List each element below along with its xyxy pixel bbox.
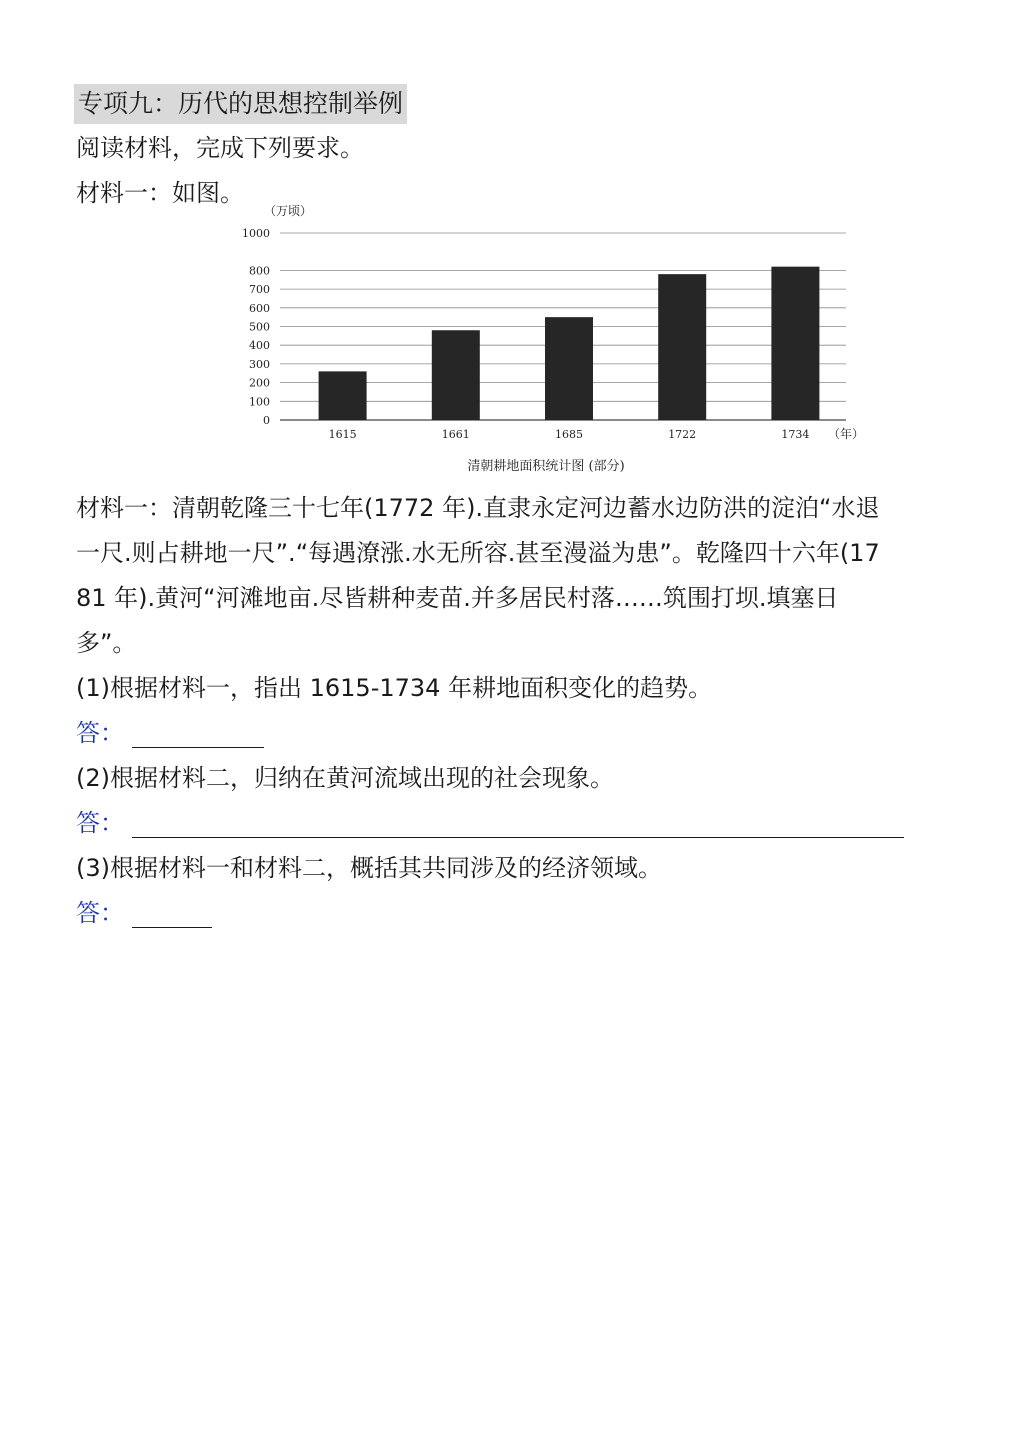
bar-1722 [658, 274, 706, 420]
material2-line: 材料一：清朝乾隆三十七年(1772 年).直隶永定河边蓄水边防洪的淀泊“水退 [76, 494, 880, 522]
y-tick-label: 200 [249, 376, 270, 390]
y-tick-label: 100 [249, 395, 270, 409]
material2-line: 多”。 [76, 629, 137, 657]
bar-1615 [319, 371, 367, 420]
chart-svg [236, 198, 876, 483]
y-tick-label: 0 [263, 414, 270, 427]
bar-1734 [771, 267, 819, 420]
bar-1685 [545, 317, 593, 420]
x-tick-label: 1734 [781, 428, 810, 441]
material2-line: 一尺.则占耕地一尺”.“每遇潦涨.水无所容.甚至漫溢为患”。乾隆四十六年(17 [76, 539, 880, 567]
answer-row-2 [76, 808, 904, 838]
material1-label: 材料一：如图。 [76, 179, 244, 207]
intro-text: 阅读材料，完成下列要求。 [76, 134, 364, 162]
y-unit-label: （万顷） [264, 204, 313, 218]
question-3: (3)根据材料一和材料二，概括其共同涉及的经济领域。 [76, 854, 662, 882]
x-tick-label: 1661 [441, 428, 470, 441]
chart-title: 清朝耕地面积统计图 (部分) [467, 459, 625, 474]
y-tick-label: 500 [249, 320, 270, 334]
answer-row-1 [76, 718, 264, 748]
answer-blank-3[interactable] [132, 901, 212, 928]
answer-label: 答： [76, 809, 124, 837]
y-tick-label: 700 [249, 283, 270, 297]
y-tick-label: 800 [249, 264, 270, 278]
answer-blank-1[interactable] [132, 721, 264, 748]
material2-paragraph [76, 486, 956, 666]
y-tick-label: 600 [249, 301, 270, 315]
y-tick-labels [242, 227, 270, 427]
x-tick-labels [329, 428, 810, 441]
bars [319, 267, 820, 420]
y-tick-label: 1000 [242, 227, 270, 240]
bar-1661 [432, 330, 480, 420]
answer-row-3 [76, 898, 212, 928]
y-tick-label: 300 [249, 357, 270, 371]
material2-line: 81 年).黄河“河滩地亩.尽皆耕种麦苗.并多居民村落……筑围打坝.填塞日 [76, 584, 839, 612]
answer-label: 答： [76, 899, 124, 927]
x-tick-label: 1722 [668, 428, 697, 441]
x-tick-label: 1685 [555, 428, 583, 441]
x-unit-label: （年） [828, 427, 865, 441]
farmland-bar-chart [236, 198, 876, 483]
answer-label: 答： [76, 719, 124, 747]
question-1: (1)根据材料一，指出 1615-1734 年耕地面积变化的趋势。 [76, 674, 713, 702]
y-tick-label: 400 [249, 339, 270, 353]
question-2: (2)根据材料二，归纳在黄河流域出现的社会现象。 [76, 764, 614, 792]
answer-blank-2[interactable] [132, 811, 904, 838]
section-title: 专项九：历代的思想控制举例 [74, 84, 407, 124]
x-tick-label: 1615 [328, 428, 357, 441]
